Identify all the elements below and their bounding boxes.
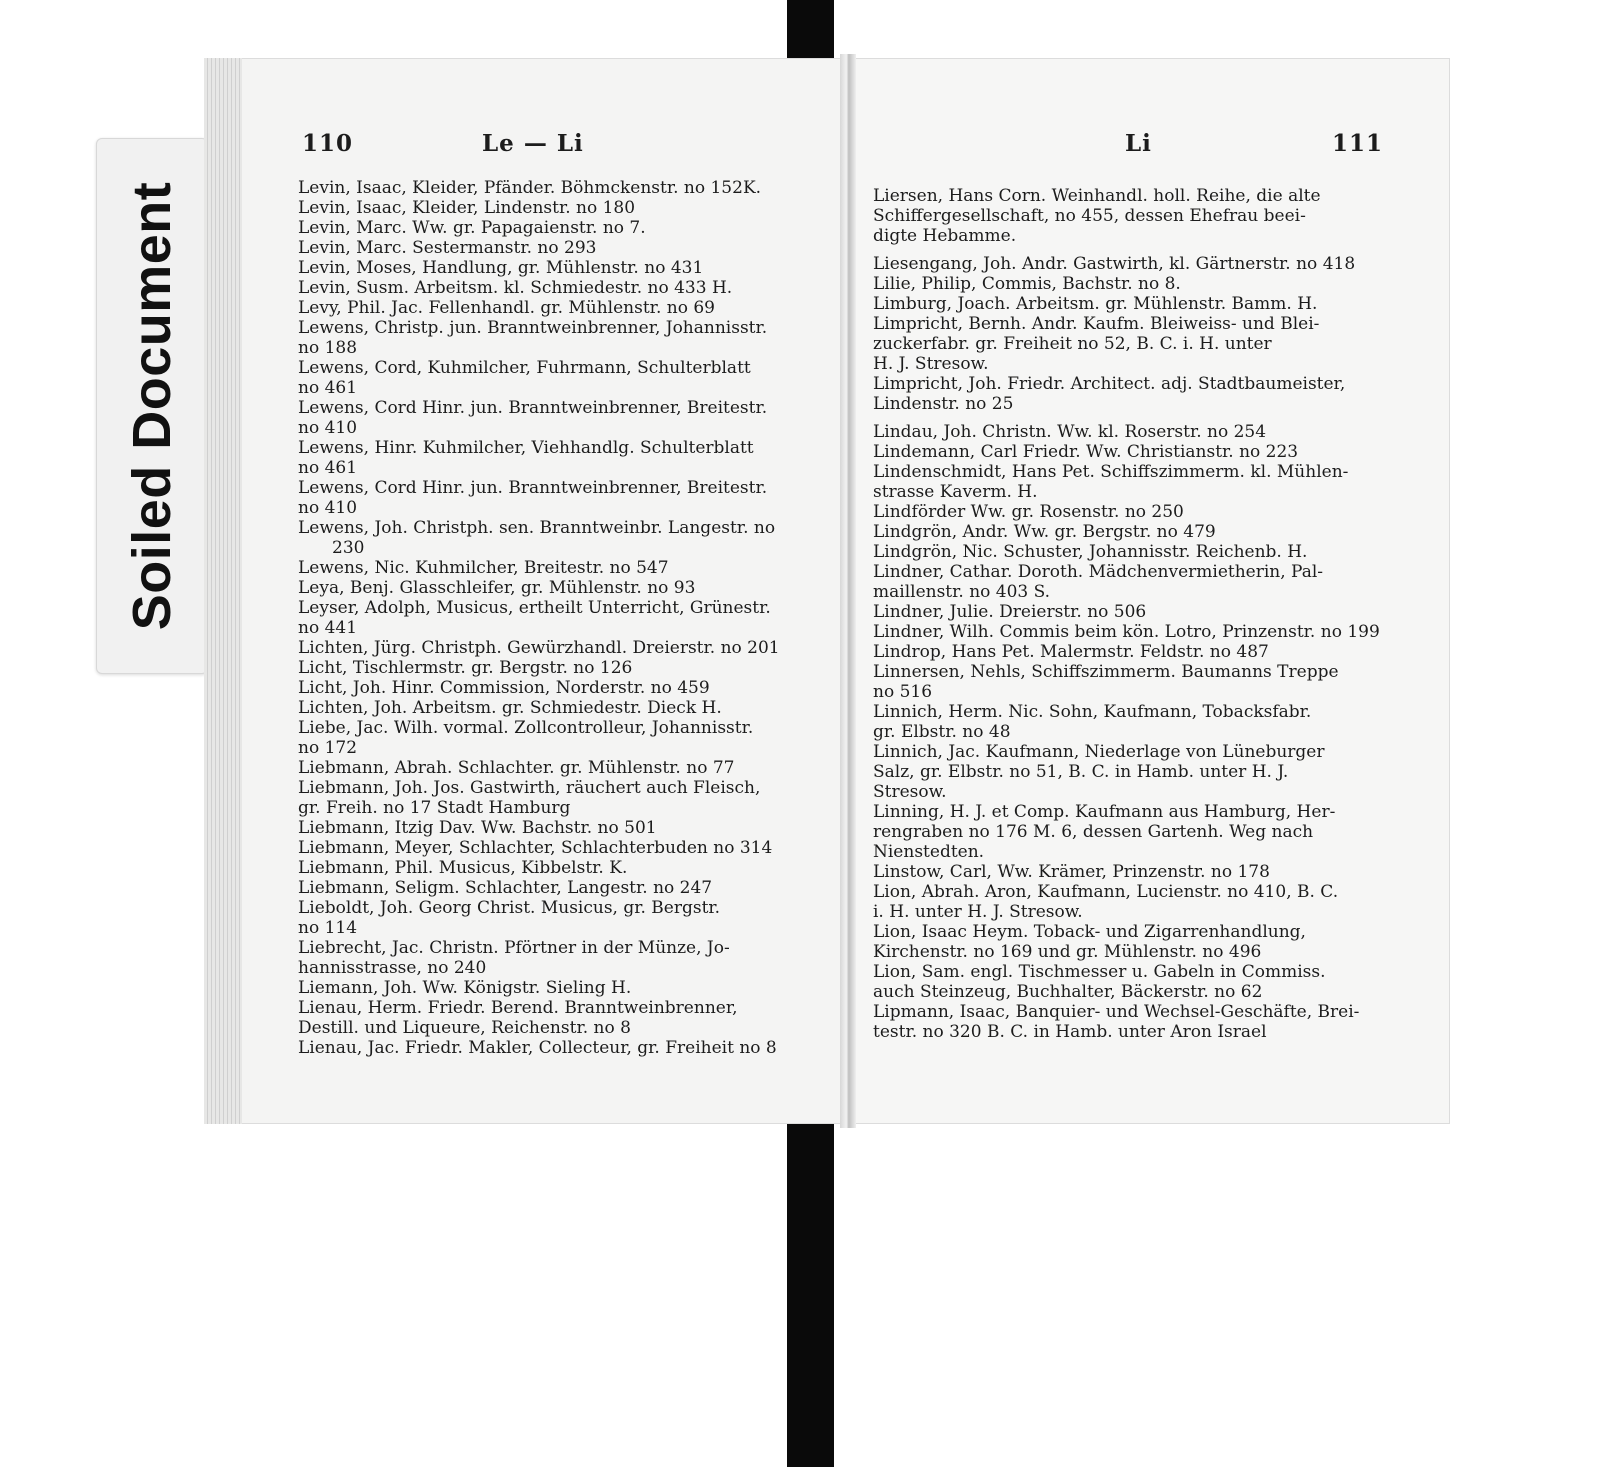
directory-entry (873, 502, 1388, 522)
directory-entry (298, 558, 808, 578)
directory-entry (873, 742, 1388, 802)
directory-entry (298, 758, 808, 778)
entry-line: Linnich, Herm. Nic. Sohn, Kaufmann, Tobacksfabr. (873, 702, 1312, 722)
directory-entry (298, 218, 808, 238)
directory-entry (298, 198, 808, 218)
entry-line: Lindenstr. no 25 (873, 394, 1014, 414)
directory-entry (298, 298, 808, 318)
entry-line: Lindenschmidt, Hans Pet. Schiffszimmerm. kl. Mühlen- (873, 462, 1349, 482)
directory-entry (873, 374, 1388, 414)
entry-line: Liebmann, Meyer, Schlachter, Schlachterbuden no 314 (298, 838, 773, 858)
entry-line: Linnich, Jac. Kaufmann, Niederlage von Lüneburger (873, 742, 1325, 762)
entry-line: Lienau, Jac. Friedr. Makler, Collecteur, gr. Freiheit no 8 (298, 1038, 777, 1058)
entry-line: Lindau, Joh. Christn. Ww. kl. Roserstr. no 254 (873, 422, 1267, 442)
entry-line: Lewens, Joh. Christph. sen. Branntweinbr. Langestr. no 230 (298, 518, 776, 558)
directory-entry (873, 314, 1388, 374)
entry-line: Levin, Isaac, Kleider, Pfänder. Böhmckenstr. no 152K. (298, 178, 762, 198)
soiled-document-stamp (96, 138, 208, 674)
directory-entry (298, 358, 808, 398)
entry-line: Destill. und Liqueure, Reichenstr. no 8 (298, 1018, 631, 1038)
entry-line: Lilie, Philip, Commis, Bachstr. no 8. (873, 274, 1181, 294)
entry-line: no 410 (298, 498, 358, 518)
entry-line: digte Hebamme. (873, 226, 1017, 246)
directory-entry (873, 602, 1388, 622)
entry-line: Limpricht, Bernh. Andr. Kaufm. Bleiweiss- und Blei- (873, 314, 1320, 334)
entry-line: i. H. unter H. J. Stresow. (873, 902, 1083, 922)
entry-line: no 172 (298, 738, 358, 758)
directory-entry (298, 278, 808, 298)
left-page (204, 58, 849, 1124)
entry-line: Linning, H. J. et Comp. Kaufmann aus Hamburg, Her- (873, 802, 1336, 822)
book-gutter (840, 54, 856, 1128)
directory-entry (873, 422, 1388, 442)
entry-line: no 410 (298, 418, 358, 438)
entry-line: Lindner, Julie. Dreierstr. no 506 (873, 602, 1147, 622)
entry-line: Liersen, Hans Corn. Weinhandl. holl. Reihe, die alte (873, 186, 1321, 206)
entry-line: Liebmann, Itzig Dav. Ww. Bachstr. no 501 (298, 818, 657, 838)
entry-line: Lindner, Wilh. Commis beim kön. Lotro, Prinzenstr. no 199 (873, 622, 1380, 642)
directory-entry (298, 238, 808, 258)
entry-line: Levin, Susm. Arbeitsm. kl. Schmiedestr. no 433 H. (298, 278, 733, 298)
directory-entry (873, 642, 1388, 662)
entry-line: maillenstr. no 403 S. (873, 582, 1051, 602)
entry-line: Lindgrön, Nic. Schuster, Johannisstr. Reichenb. H. (873, 542, 1308, 562)
entry-line: no 188 (298, 338, 358, 358)
entry-line: Levy, Phil. Jac. Fellenhandl. gr. Mühlenstr. no 69 (298, 298, 715, 318)
directory-entry (873, 522, 1388, 542)
entry-line: Nienstedten. (873, 842, 985, 862)
directory-entry (298, 478, 808, 518)
directory-entry (873, 542, 1388, 562)
directory-entry (873, 622, 1388, 642)
directory-entry (298, 318, 808, 358)
directory-entry (873, 662, 1388, 702)
entry-line: zuckerfabr. gr. Freiheit no 52, B. C. i. H. unter (873, 334, 1272, 354)
stamp-label: Soiled Document (122, 181, 182, 631)
directory-entry (873, 882, 1388, 922)
directory-entry (298, 838, 808, 858)
directory-entry (298, 778, 808, 818)
directory-entry (873, 442, 1388, 462)
directory-entry (873, 862, 1388, 882)
directory-entry (873, 254, 1388, 274)
entry-line: Lindrop, Hans Pet. Malermstr. Feldstr. no 487 (873, 642, 1269, 662)
entry-line: gr. Freih. no 17 Stadt Hamburg (298, 798, 571, 818)
entry-line: Lewens, Christp. jun. Branntweinbrenner, Johannisstr. (298, 318, 768, 338)
entry-line: Limburg, Joach. Arbeitsm. gr. Mühlenstr. Bamm. H. (873, 294, 1318, 314)
directory-entry (298, 818, 808, 838)
open-book (204, 46, 1450, 1126)
directory-entry (873, 962, 1388, 1002)
right-running-head: Li (1125, 130, 1152, 157)
right-entry-list (873, 186, 1388, 1042)
left-page-number: 110 (302, 130, 354, 157)
directory-entry (298, 518, 808, 558)
entry-line: no 461 (298, 458, 358, 478)
entry-line: gr. Elbstr. no 48 (873, 722, 1011, 742)
entry-line: Lienau, Herm. Friedr. Berend. Branntweinbrenner, (298, 998, 738, 1018)
entry-line: Liemann, Joh. Ww. Königstr. Sieling H. (298, 978, 632, 998)
entry-line: Kirchenstr. no 169 und gr. Mühlenstr. no 496 (873, 942, 1262, 962)
entry-line: Lindner, Cathar. Doroth. Mädchenvermietherin, Pal- (873, 562, 1324, 582)
directory-entry (298, 598, 808, 638)
directory-entry (298, 398, 808, 438)
entry-line: Liebmann, Phil. Musicus, Kibbelstr. K. (298, 858, 628, 878)
entry-line: Liebmann, Abrah. Schlachter. gr. Mühlenstr. no 77 (298, 758, 735, 778)
entry-line: Lewens, Cord, Kuhmilcher, Fuhrmann, Schulterblatt (298, 358, 751, 378)
entry-line: Schiffergesellschaft, no 455, dessen Ehefrau beei- (873, 206, 1306, 226)
entry-line: Linstow, Carl, Ww. Krämer, Prinzenstr. no 178 (873, 862, 1270, 882)
directory-entry (873, 462, 1388, 502)
entry-line: Levin, Moses, Handlung, gr. Mühlenstr. no 431 (298, 258, 704, 278)
entry-line: no 516 (873, 682, 933, 702)
directory-entry (298, 178, 808, 198)
directory-entry (298, 878, 808, 898)
entry-line: Stresow. (873, 782, 947, 802)
left-running-head: Le — Li (482, 130, 584, 157)
directory-entry (298, 858, 808, 878)
entry-line: Levin, Isaac, Kleider, Lindenstr. no 180 (298, 198, 636, 218)
entry-line: Lichten, Jürg. Christph. Gewürzhandl. Dreierstr. no 201 (298, 638, 780, 658)
directory-entry (298, 678, 808, 698)
directory-entry (873, 186, 1388, 246)
entry-line: Liesengang, Joh. Andr. Gastwirth, kl. Gärtnerstr. no 418 (873, 254, 1356, 274)
page-edges (204, 58, 242, 1124)
entry-line: Lewens, Cord Hinr. jun. Branntweinbrenner, Breitestr. (298, 398, 768, 418)
entry-line: Licht, Tischlermstr. gr. Bergstr. no 126 (298, 658, 633, 678)
directory-entry (298, 978, 808, 998)
directory-entry (873, 1002, 1388, 1042)
entry-line: Lindemann, Carl Friedr. Ww. Christianstr. no 223 (873, 442, 1299, 462)
entry-line: H. J. Stresow. (873, 354, 989, 374)
entry-line: testr. no 320 B. C. in Hamb. unter Aron Israel (873, 1022, 1267, 1042)
left-entry-list (298, 178, 808, 1058)
right-page (855, 58, 1450, 1124)
directory-entry (873, 562, 1388, 602)
directory-entry (298, 258, 808, 278)
entry-line: Linnersen, Nehls, Schiffszimmerm. Baumanns Treppe (873, 662, 1339, 682)
entry-line: hannisstrasse, no 240 (298, 958, 487, 978)
entry-line: strasse Kaverm. H. (873, 482, 1038, 502)
entry-line: no 114 (298, 918, 358, 938)
entry-line: Lewens, Cord Hinr. jun. Branntweinbrenner, Breitestr. (298, 478, 768, 498)
entry-line: Liebmann, Seligm. Schlachter, Langestr. no 247 (298, 878, 713, 898)
entry-line: Liebrecht, Jac. Christn. Pförtner in der Münze, Jo- (298, 938, 730, 958)
directory-entry (873, 802, 1388, 862)
entry-line: Lion, Sam. engl. Tischmesser u. Gabeln in Commiss. (873, 962, 1326, 982)
directory-entry (298, 938, 808, 978)
directory-entry (298, 898, 808, 938)
directory-entry (298, 578, 808, 598)
entry-line: Lieboldt, Joh. Georg Christ. Musicus, gr. Bergstr. (298, 898, 721, 918)
entry-line: Liebe, Jac. Wilh. vormal. Zollcontrolleur, Johannisstr. (298, 718, 754, 738)
directory-entry (298, 1038, 808, 1058)
entry-line: Lewens, Nic. Kuhmilcher, Breitestr. no 547 (298, 558, 669, 578)
entry-line: Lindgrön, Andr. Ww. gr. Bergstr. no 479 (873, 522, 1216, 542)
entry-line: Levin, Marc. Ww. gr. Papagaienstr. no 7. (298, 218, 646, 238)
directory-entry (298, 698, 808, 718)
entry-line: Lichten, Joh. Arbeitsm. gr. Schmiedestr. Dieck H. (298, 698, 722, 718)
entry-line: Limpricht, Joh. Friedr. Architect. adj. Stadtbaumeister, (873, 374, 1346, 394)
entry-line: Licht, Joh. Hinr. Commission, Norderstr. no 459 (298, 678, 710, 698)
entry-line: Lewens, Hinr. Kuhmilcher, Viehhandlg. Schulterblatt (298, 438, 754, 458)
right-page-number: 111 (1332, 130, 1384, 157)
directory-entry (873, 294, 1388, 314)
directory-entry (298, 718, 808, 758)
entry-line: Liebmann, Joh. Jos. Gastwirth, räuchert auch Fleisch, (298, 778, 761, 798)
entry-line: auch Steinzeug, Buchhalter, Bäckerstr. no 62 (873, 982, 1263, 1002)
entry-line: no 461 (298, 378, 358, 398)
entry-line: Leyser, Adolph, Musicus, ertheilt Unterricht, Grünestr. (298, 598, 771, 618)
entry-line: Lion, Isaac Heym. Toback- und Zigarrenhandlung, (873, 922, 1306, 942)
directory-entry (873, 922, 1388, 962)
entry-line: Leya, Benj. Glasschleifer, gr. Mühlenstr. no 93 (298, 578, 696, 598)
directory-entry (298, 658, 808, 678)
directory-entry (873, 274, 1388, 294)
entry-line: Lipmann, Isaac, Banquier- und Wechsel-Geschäfte, Brei- (873, 1002, 1360, 1022)
directory-entry (298, 638, 808, 658)
directory-entry (298, 438, 808, 478)
directory-entry (298, 998, 808, 1038)
entry-line: no 441 (298, 618, 358, 638)
entry-line: Lion, Abrah. Aron, Kaufmann, Lucienstr. no 410, B. C. (873, 882, 1339, 902)
entry-line: Lindförder Ww. gr. Rosenstr. no 250 (873, 502, 1184, 522)
spine-bottom (787, 1102, 834, 1467)
entry-line: rengraben no 176 M. 6, dessen Gartenh. Weg nach (873, 822, 1314, 842)
directory-entry (873, 702, 1388, 742)
entry-line: Levin, Marc. Sestermanstr. no 293 (298, 238, 597, 258)
entry-line: Salz, gr. Elbstr. no 51, B. C. in Hamb. unter H. J. (873, 762, 1289, 782)
